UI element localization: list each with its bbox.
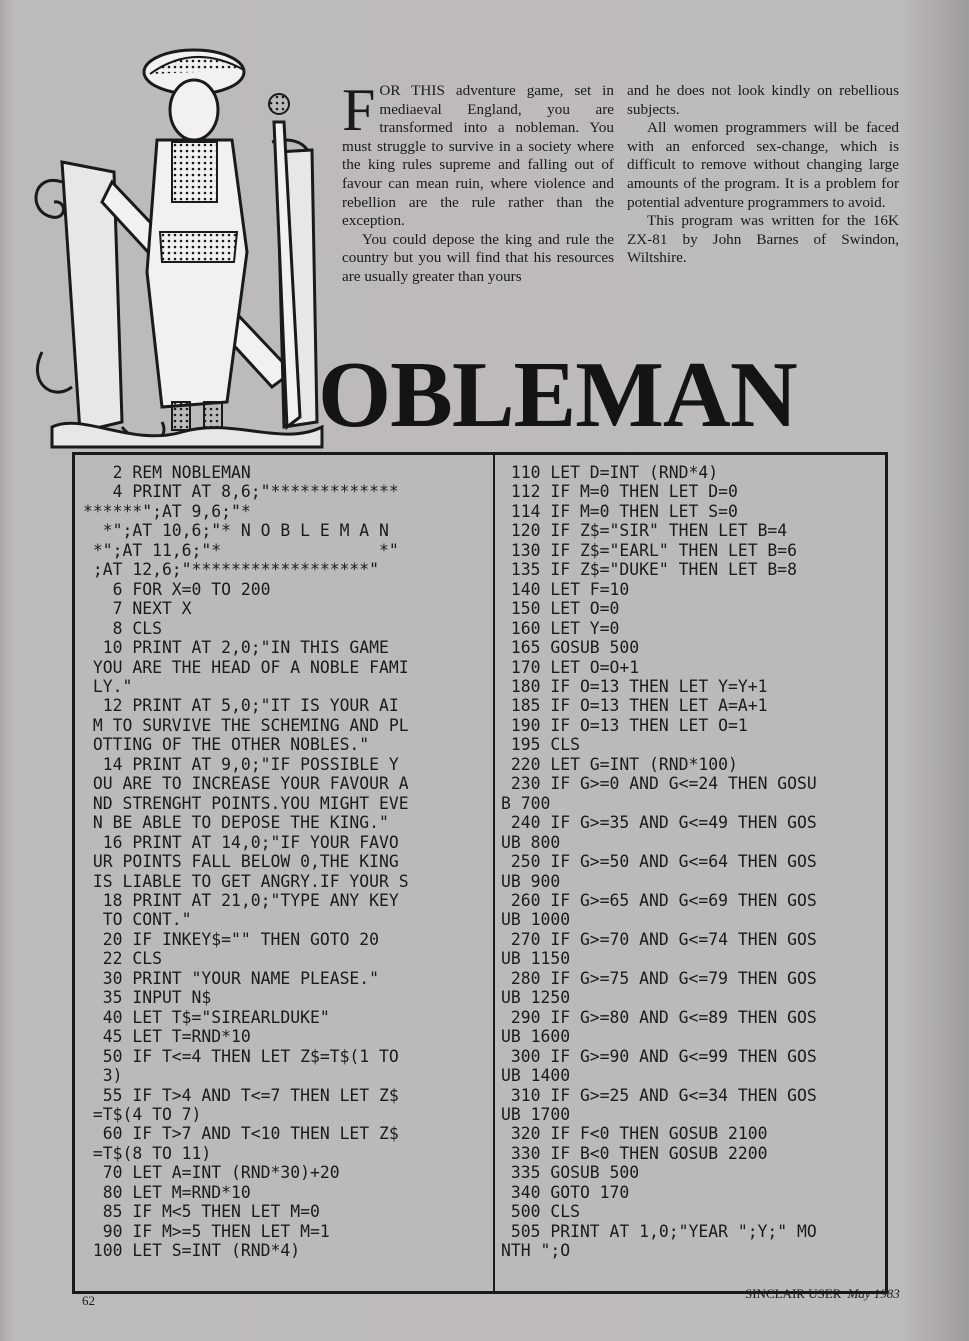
issue-date: May 1983 — [847, 1286, 900, 1301]
magazine-name: SINCLAIR USER — [745, 1286, 842, 1301]
column-divider — [493, 455, 495, 1291]
intro-paragraph: FOR THIS adventure game, set in mediaeval England, you are transformed into a nobleman. You must struggle to survive in a society where the king rules supreme and falling out of favour can mean ruin, where violence and rebellion are the rule rather than the exception. — [342, 77, 614, 230]
program-listing-right: 110 LET D=INT (RND*4) 112 IF M=0 THEN LET D=0 114 IF M=0 THEN LET S=0 120 IF Z$="SIR" THEN LET B=4 130 IF Z$="EARL" THEN LET B=6 135 IF Z$="DUKE" THEN LET B=8 140 LET F=10 150 LET O=0 160 LET Y=0 165 GOSUB 500 170 LET O=O+1 180 IF O=13 THEN LET Y=Y+1 185 IF O=13 THEN LET A=A+1 190 IF O=13 THEN LET O=1 195 CLS 220 LET G=INT (RND*100) 230 IF G>=0 AND G<=24 THEN GOSU B 700 240 IF G>=35 AND G<=49 THEN GOS UB 800 250 IF G>=50 AND G<=64 THEN GOS UB 900 260 IF G>=65 AND G<=69 THEN GOS UB 1000 270 IF G>=70 AND G<=74 THEN GOS UB 1150 280 IF G>=75 AND G<=79 THEN GOS UB 1250 290 IF G>=80 AND G<=89 THEN GOS UB 1600 300 IF G>=90 AND G<=99 THEN GOS UB 1400 310 IF G>=25 AND G<=34 THEN GOS UB 1700 320 IF F<0 THEN GOSUB 2100 330 IF B<0 THEN GOSUB 2200 335 GOSUB 500 340 GOTO 170 500 CLS 505 PRINT AT 1,0;"YEAR ";Y;" MO NTH ";O — [501, 463, 817, 1261]
program-listing-box — [72, 452, 888, 1294]
intro-column-1 — [342, 77, 614, 287]
drop-cap: F — [342, 77, 376, 143]
intro-paragraph: You could depose the king and rule the country but you will find that his resources are usually greater than yours — [342, 230, 614, 285]
intro-paragraph: All women programmers will be faced with an enforced sex-change, which is difficult to remove without changing large amounts of the program. It is a problem for potential adventure programmers to avoid. — [627, 119, 899, 211]
magazine-footer — [745, 1286, 900, 1302]
intro-column-2 — [627, 82, 899, 268]
page-number: 62 — [82, 1293, 95, 1308]
program-listing-left: 2 REM NOBLEMAN 4 PRINT AT 8,6;"************* ******";AT 9,6;"* *";AT 10,6;"* N O B L E M A N *";AT 11,6;"* *" ;AT 12,6;"******************" 6 FOR X=0 TO 200 7 NEXT X 8 CLS 10 PRINT AT 2,0;"IN THIS GAME YOU ARE THE HEAD OF A NOBLE FAMI LY." 12 PRINT AT 5,0;"IT IS YOUR AI M TO SURVIVE THE SCHEMING AND PL OTTING OF THE OTHER NOBLES." 14 PRINT AT 9,0;"IF POSSIBLE Y OU ARE TO INCREASE YOUR FAVOUR A ND STRENGHT POINTS.YOU MIGHT EVE N BE ABLE TO DEPOSE THE KING." 16 PRINT AT 14,0;"IF YOUR FAVO UR POINTS FALL BELOW 0,THE KING IS LIABLE TO GET ANGRY.IF YOUR S 18 PRINT AT 21,0;"TYPE ANY KEY TO CONT." 20 IF INKEY$="" THEN GOTO 20 22 CLS 30 PRINT "YOUR NAME PLEASE." 35 INPUT N$ 40 LET T$="SIREARLDUKE" 45 LET T=RND*10 50 IF T<=4 THEN LET Z$=T$(1 TO 3) 55 IF T>4 AND T<=7 THEN LET Z$ =T$(4 TO 7) 60 IF T>7 AND T<10 THEN LET Z$ =T$(8 TO 11) 70 LET A=INT (RND*30)+20 80 LET M=RND*10 85 IF M<5 THEN LET M=0 90 IF M>=5 THEN LET M=1 100 LET S=INT (RND*4) — [83, 463, 409, 1261]
article-title: OBLEMAN — [318, 343, 797, 447]
intro-paragraph: and he does not look kindly on rebellious subjects. — [627, 82, 899, 118]
nobleman-illuminated-initial-n — [22, 22, 347, 452]
intro-paragraph: This program was written for the 16K ZX-81 by John Barnes of Swindon, Wiltshire. — [627, 212, 899, 267]
